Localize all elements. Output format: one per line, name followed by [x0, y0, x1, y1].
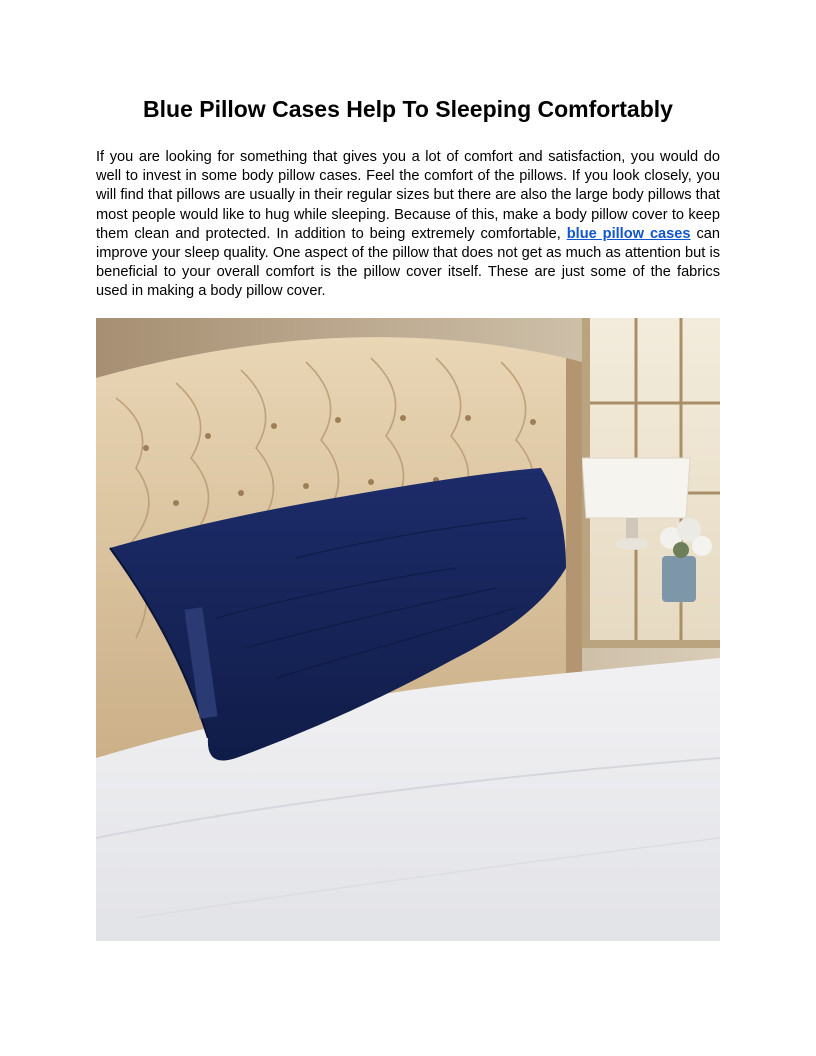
body-paragraph — [96, 148, 720, 302]
paragraph-text-end: can improve your sleep quality. One aspect of the pillow that does not get as much as attention but is beneficial to your overall comfort is the pillow cover itself. These are just some of the fabrics used in making a body pillow cover. — [96, 225, 721, 300]
product-photo — [96, 318, 720, 941]
bedroom-pillow-image — [96, 318, 720, 941]
blue-pillow-cases-link[interactable]: blue pillow cases — [566, 225, 691, 242]
paragraph-text-start: If you are looking for something that gives you a lot of comfort and satisfaction, you would do well to invest in some body pillow cases. Feel the comfort of the pillows. If you look closely, you will find that pillows are usually in their regular sizes but there are also the large body pillows that most people would like to hug while sleeping. Because of this, make a body pillow cover to keep them clean and protected. In addition to being extremely comfortable, — [96, 149, 720, 242]
page-title: Blue Pillow Cases Help To Sleeping Comfortably — [143, 96, 673, 122]
